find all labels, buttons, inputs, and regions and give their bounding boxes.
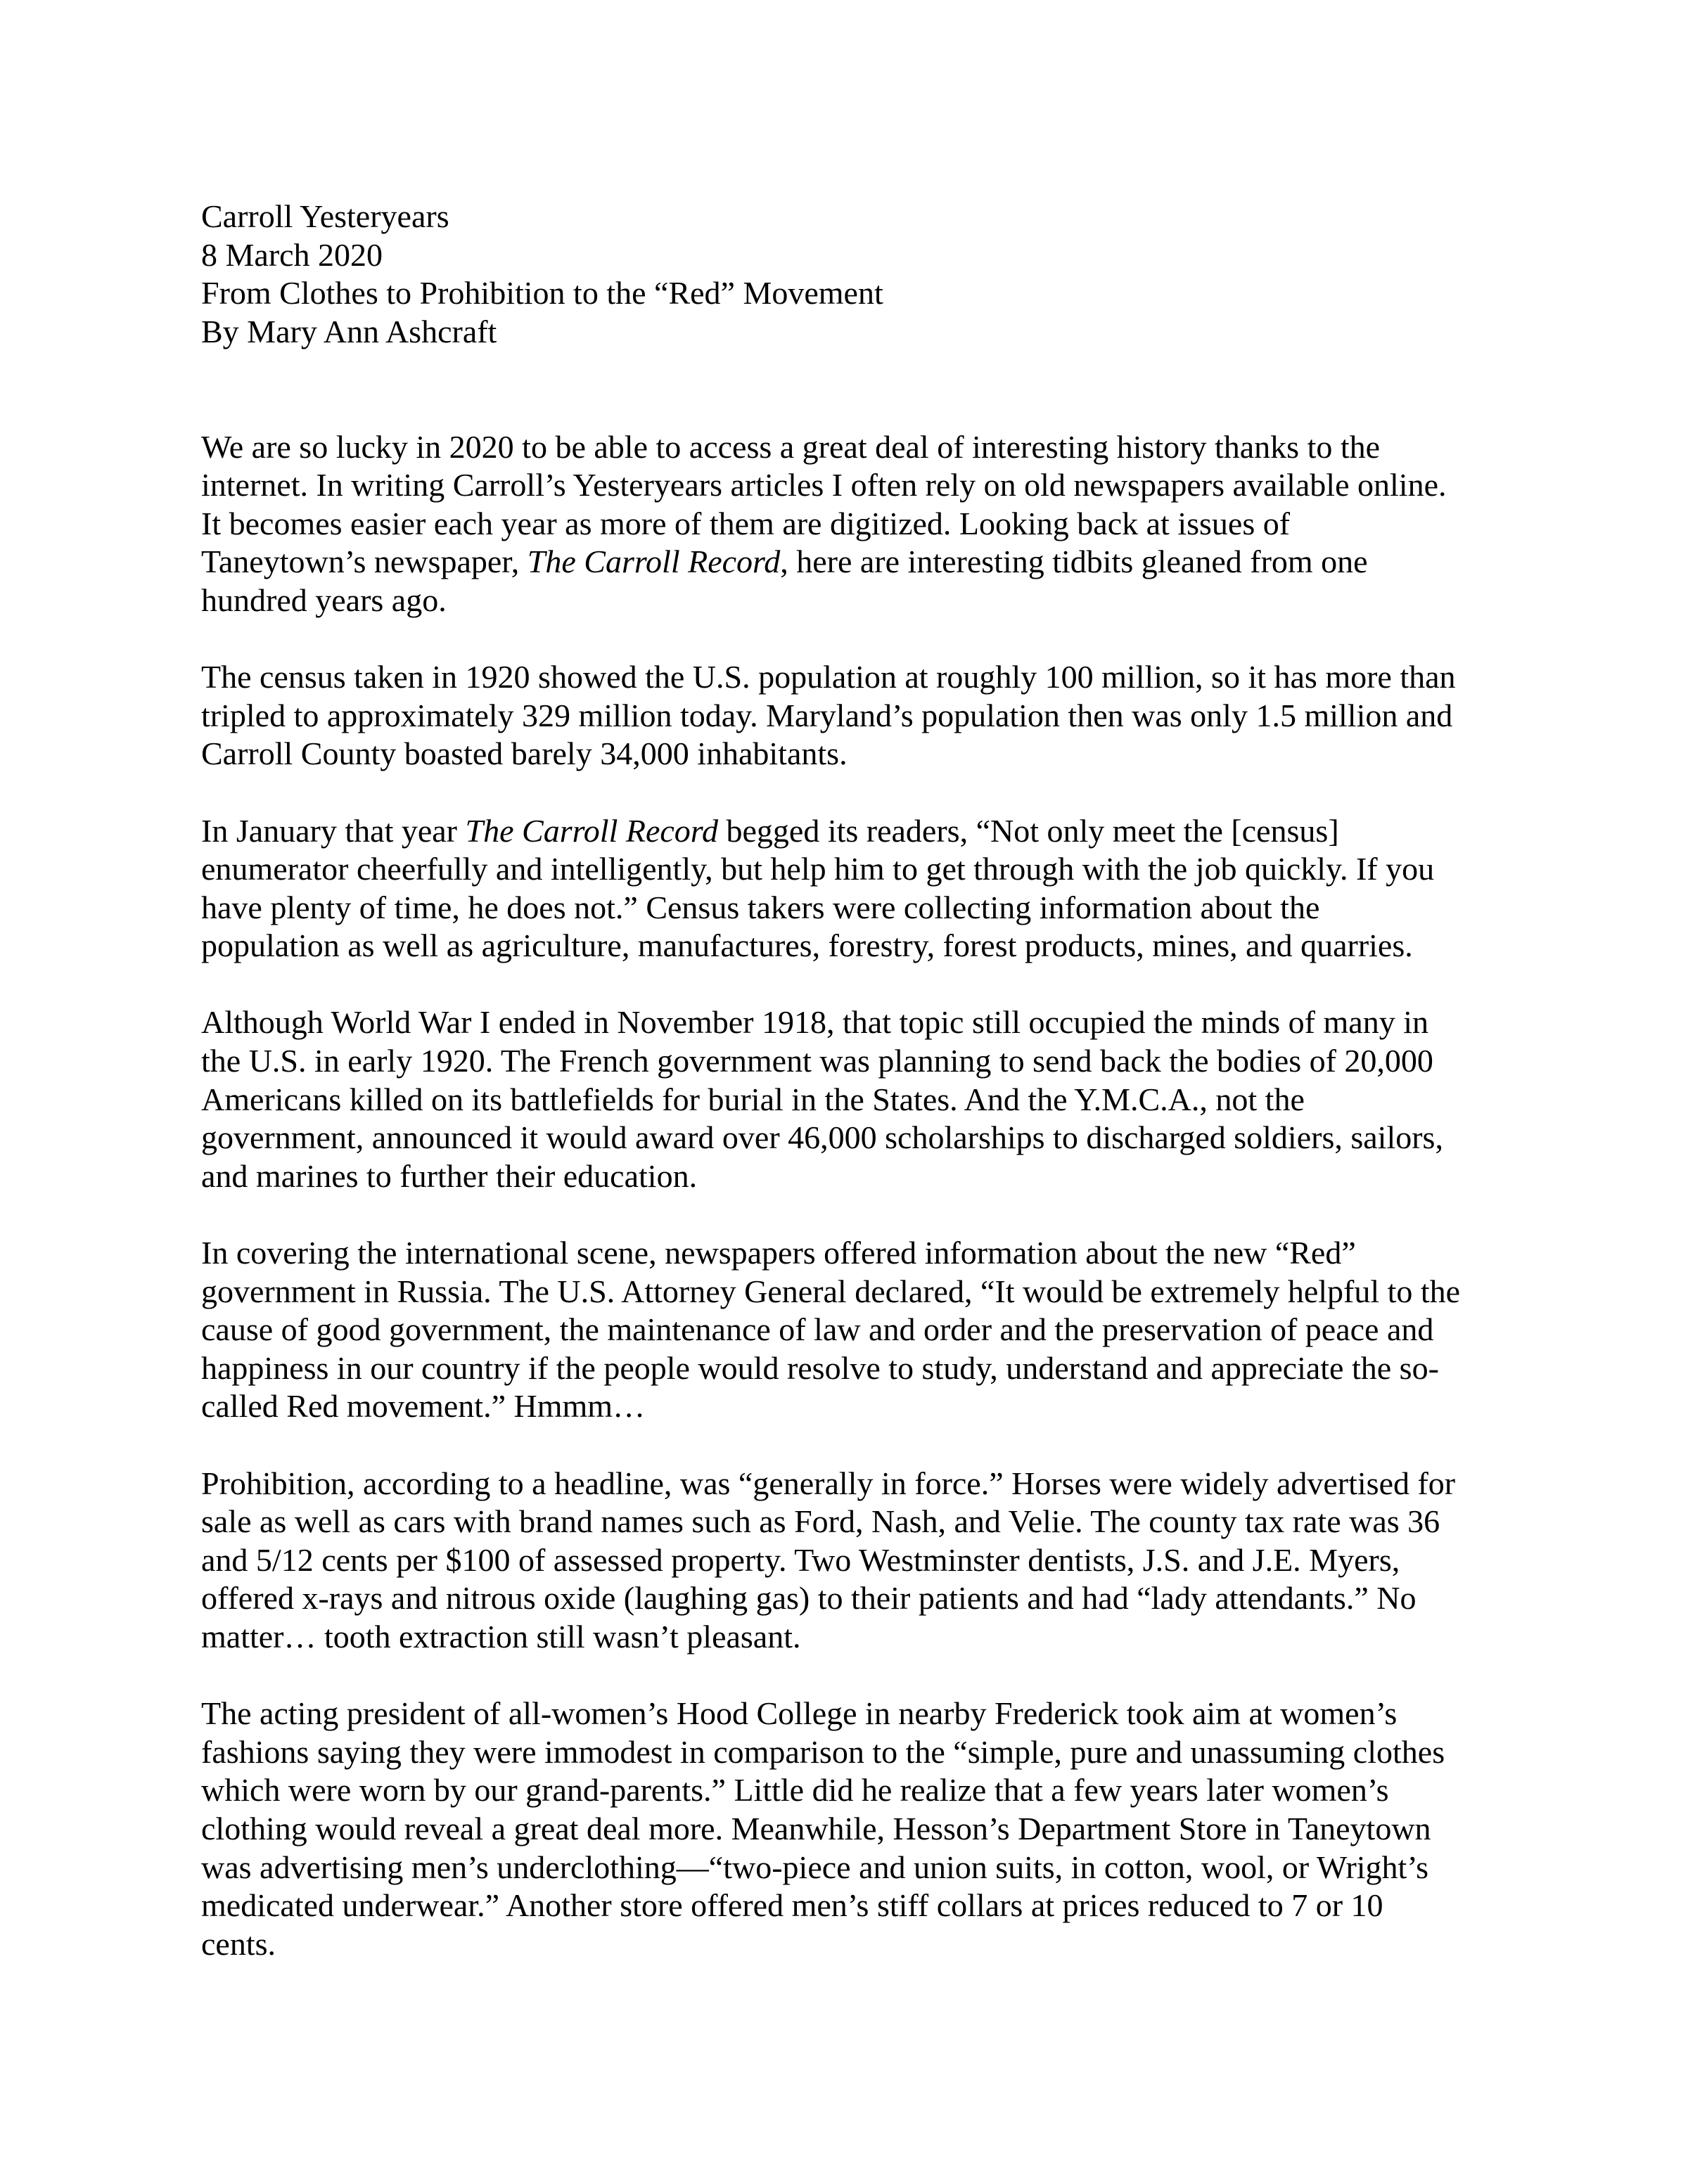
- italic-publication-name: The Carroll Record: [465, 812, 718, 849]
- paragraph: [201, 1465, 1460, 1657]
- paragraph: [201, 1695, 1460, 1963]
- article-date: 8 March 2020: [201, 236, 383, 273]
- text-segment: In January that year: [201, 812, 466, 849]
- text-line: Carroll County boasted barely 34,000 inhabitants.: [201, 736, 848, 772]
- text-line: was advertising men’s underclothing—“two-piece and union suits, in cotton, wool, or Wright’s: [201, 1849, 1429, 1885]
- text-line: and marines to further their education.: [201, 1157, 698, 1194]
- text-line: sale as well as cars with brand names such as Ford, Nash, and Velie. The county tax rate was 36: [201, 1503, 1440, 1540]
- text-line: happiness in our country if the people would resolve to study, understand and appreciate the so-: [201, 1349, 1439, 1386]
- article-byline: By Mary Ann Ashcraft: [201, 313, 497, 349]
- text-line: clothing would reveal a great deal more. Meanwhile, Hesson’s Department Store in Taneytown: [201, 1810, 1431, 1846]
- text-line: which were worn by our grand-parents.” Little did he realize that a few years later women’s: [201, 1772, 1389, 1809]
- article-title: From Clothes to Prohibition to the “Red” Movement: [201, 275, 883, 311]
- paragraph: [201, 1234, 1460, 1426]
- document-page: [201, 198, 1460, 2002]
- paragraph: [201, 812, 1460, 965]
- text-line: population as well as agriculture, manufactures, forestry, forest products, mines, and quarries.: [201, 927, 1413, 964]
- text-line: medicated underwear.” Another store offered men’s stiff collars at prices reduced to 7 or 10: [201, 1887, 1383, 1924]
- text-line: the U.S. in early 1920. The French government was planning to send back the bodies of 20,000: [201, 1043, 1433, 1079]
- text-line: government in Russia. The U.S. Attorney General declared, “It would be extremely helpful to the: [201, 1273, 1461, 1309]
- article-header: [201, 198, 1460, 351]
- text-line: cents.: [201, 1925, 276, 1962]
- text-line: [201, 543, 1460, 582]
- text-segment: begged its readers, “Not only meet the [census]: [717, 812, 1339, 849]
- text-segment: , here are interesting tidbits gleaned from one: [780, 544, 1368, 580]
- text-line: Americans killed on its battlefields for burial in the States. And the Y.M.C.A., not the: [201, 1081, 1305, 1117]
- paragraph: [201, 658, 1460, 773]
- text-line: government, announced it would award over 46,000 scholarships to discharged soldiers, sailors,: [201, 1119, 1443, 1156]
- paragraph: [201, 1003, 1460, 1195]
- text-line: hundred years ago.: [201, 582, 447, 618]
- text-line: In covering the international scene, newspapers offered information about the new “Red”: [201, 1235, 1356, 1271]
- text-line: Although World War I ended in November 1918, that topic still occupied the minds of many in: [201, 1004, 1428, 1041]
- text-line: The census taken in 1920 showed the U.S. population at roughly 100 million, so it has more than: [201, 659, 1456, 695]
- text-line: cause of good government, the maintenance of law and order and the preservation of peace and: [201, 1311, 1434, 1348]
- text-line: offered x-rays and nitrous oxide (laughing gas) to their patients and had “lady attendants.” No: [201, 1580, 1417, 1617]
- text-line: have plenty of time, he does not.” Census takers were collecting information about the: [201, 889, 1320, 925]
- column-name: Carroll Yesteryears: [201, 198, 449, 234]
- paragraph: [201, 428, 1460, 620]
- article-body: [201, 428, 1460, 1964]
- text-line: internet. In writing Carroll’s Yesteryears articles I often rely on old newspapers available online.: [201, 467, 1447, 503]
- text-line: tripled to approximately 329 million today. Maryland’s population then was only 1.5 million and: [201, 697, 1453, 733]
- text-line: enumerator cheerfully and intelligently, but help him to get through with the job quickly. If you: [201, 851, 1435, 887]
- text-line: [201, 812, 1460, 851]
- text-line: called Red movement.” Hmmm…: [201, 1388, 646, 1425]
- text-line: The acting president of all-women’s Hood College in nearby Frederick took aim at women’s: [201, 1695, 1398, 1732]
- text-line: fashions saying they were immodest in comparison to the “simple, pure and unassuming clothes: [201, 1733, 1445, 1770]
- text-line: It becomes easier each year as more of them are digitized. Looking back at issues of: [201, 505, 1291, 541]
- text-segment: Taneytown’s newspaper,: [201, 544, 528, 580]
- text-line: matter… tooth extraction still wasn’t pleasant.: [201, 1618, 801, 1655]
- text-line: We are so lucky in 2020 to be able to access a great deal of interesting history thanks to the: [201, 428, 1381, 465]
- italic-publication-name: The Carroll Record: [527, 544, 781, 580]
- text-line: Prohibition, according to a headline, was “generally in force.” Horses were widely advertised for: [201, 1465, 1456, 1501]
- text-line: and 5/12 cents per $100 of assessed property. Two Westminster dentists, J.S. and J.E. Myers,: [201, 1541, 1400, 1578]
